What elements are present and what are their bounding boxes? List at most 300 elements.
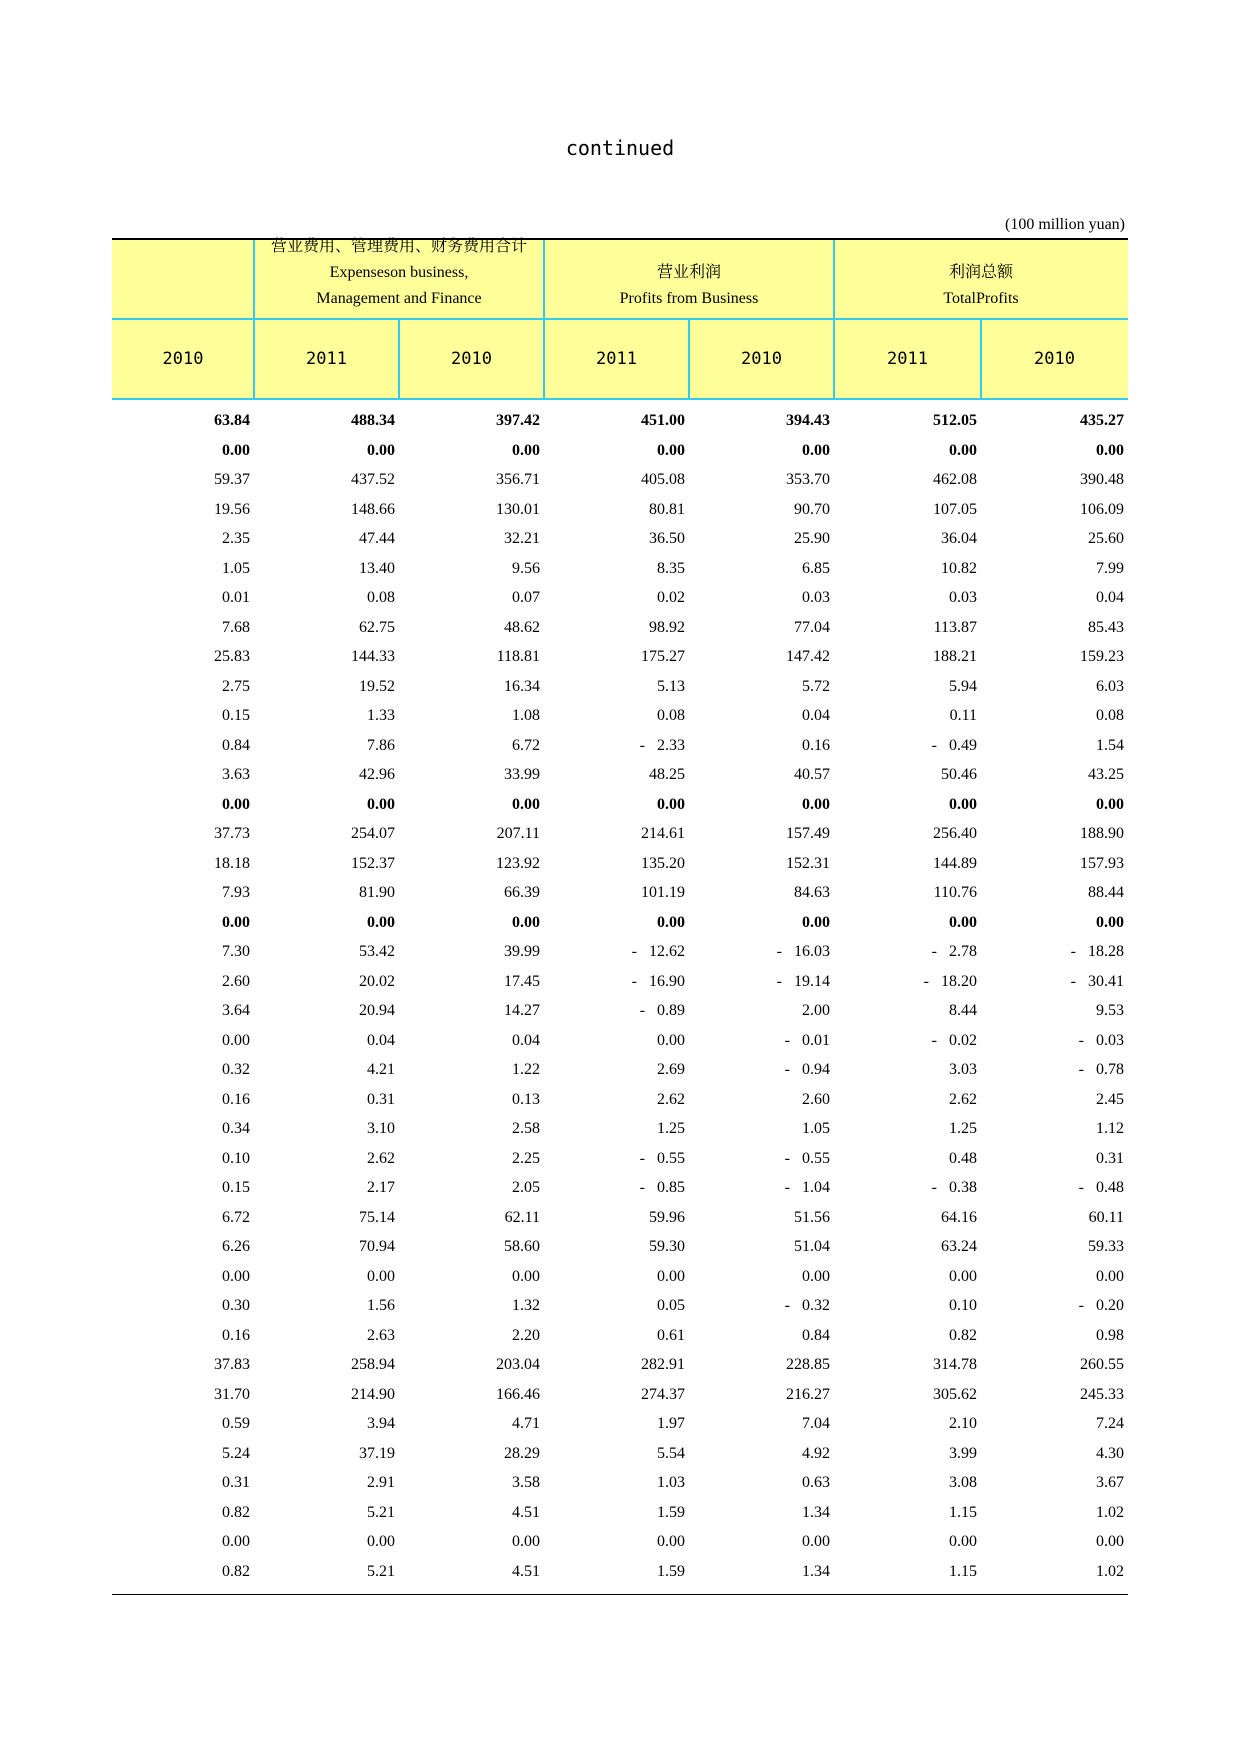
table-cell: 0.82 (222, 1503, 250, 1521)
table-cell: 2.69 (657, 1061, 685, 1078)
header-year: 2010 (741, 349, 782, 369)
header-group-cn: 利润总额 (948, 264, 1013, 281)
table-cell: 6.72 (512, 736, 540, 754)
table-cell: - 1.04 (784, 1179, 830, 1196)
table-cell: 25.90 (794, 530, 830, 547)
table-cell: 84.63 (794, 884, 830, 901)
table-cell: 0.00 (1096, 1267, 1124, 1285)
table-cell: 0.07 (512, 589, 540, 606)
table-cell: 2.05 (512, 1179, 540, 1196)
header-year: 2010 (162, 349, 204, 369)
table-row (112, 406, 1128, 436)
table-row (112, 760, 1128, 790)
table-row (112, 819, 1128, 849)
table-cell: 2.62 (657, 1090, 685, 1108)
table-cell: 4.71 (512, 1415, 540, 1432)
table-cell: 1.59 (657, 1562, 685, 1580)
table-cell: 0.00 (222, 1533, 250, 1550)
table-cell: - 19.14 (776, 972, 830, 990)
table-cell: 152.31 (786, 854, 830, 872)
table-cell: 123.92 (496, 854, 540, 872)
table-cell: - 0.01 (784, 1031, 830, 1049)
table-cell: 451.00 (641, 412, 685, 429)
table-cell: 14.27 (504, 1002, 540, 1019)
table-cell: 37.19 (359, 1444, 395, 1462)
table-row (112, 1232, 1128, 1262)
table-row (112, 849, 1128, 879)
table-cell: 0.00 (657, 795, 685, 813)
table-cell: 62.75 (359, 618, 395, 636)
table-cell: 0.00 (657, 1031, 685, 1049)
table-row (112, 1350, 1128, 1380)
table-cell: 0.04 (1096, 589, 1124, 606)
table-cell: 113.87 (933, 618, 977, 636)
table-cell: 5.21 (367, 1562, 395, 1580)
table-cell: 0.82 (949, 1326, 977, 1344)
table-row (112, 554, 1128, 584)
table-cell: 5.72 (802, 677, 830, 695)
table-row (112, 1291, 1128, 1321)
table-cell: 3.99 (949, 1444, 977, 1462)
table-row (112, 1203, 1128, 1233)
table-cell: 159.23 (1080, 648, 1124, 665)
table-cell: 0.10 (222, 1149, 250, 1167)
table-cell: 462.08 (933, 471, 977, 488)
table-cell: 1.32 (512, 1297, 540, 1314)
table-cell: 6.72 (222, 1208, 250, 1226)
table-cell: 0.11 (949, 707, 977, 724)
table-cell: - 0.55 (784, 1149, 830, 1167)
table-cell: 0.00 (1096, 1533, 1124, 1550)
table-cell: 512.05 (933, 412, 977, 429)
table-cell: 7.68 (222, 618, 250, 636)
table-cell: 2.63 (367, 1326, 395, 1344)
table-row (112, 790, 1128, 820)
table-row (112, 524, 1128, 554)
table-cell: - 0.32 (784, 1297, 830, 1314)
table-cell: 36.50 (649, 530, 685, 547)
table-cell: 390.48 (1080, 471, 1124, 488)
table-cell: 0.32 (222, 1061, 250, 1078)
table-cell: 118.81 (496, 648, 540, 665)
table-cell: 3.58 (512, 1474, 540, 1491)
table-row (112, 701, 1128, 731)
header-divider (253, 240, 255, 400)
table-cell: 2.62 (949, 1090, 977, 1108)
table-cell: - 0.78 (1078, 1061, 1124, 1078)
table-cell: 0.00 (949, 795, 977, 813)
table-cell: - 0.55 (639, 1149, 685, 1167)
table-cell: 66.39 (504, 884, 540, 901)
table-cell: - 30.41 (1070, 972, 1124, 990)
header-group-en: Profits from Business (619, 290, 759, 307)
table-cell: 0.05 (657, 1297, 685, 1314)
table-cell: 0.59 (222, 1415, 250, 1432)
table-cell: 0.00 (802, 1267, 830, 1285)
header-divider (398, 320, 400, 400)
table-cell: 130.01 (496, 500, 540, 518)
table-cell: 0.00 (802, 1533, 830, 1550)
table-row (112, 642, 1128, 672)
table-row (112, 1085, 1128, 1115)
table-cell: 0.00 (949, 913, 977, 931)
header-group-business-profits (544, 240, 834, 318)
table-cell: 488.34 (351, 412, 395, 429)
table-header (112, 240, 1128, 400)
table-cell: 0.01 (222, 589, 250, 606)
table-cell: 405.08 (641, 471, 685, 488)
table-cell: 0.00 (222, 795, 250, 813)
table-row (112, 583, 1128, 613)
table-cell: 53.42 (359, 943, 395, 960)
table-cell: 1.34 (802, 1503, 830, 1521)
table-cell: 62.11 (504, 1208, 540, 1226)
table-cell: 1.54 (1096, 736, 1124, 754)
table-cell: - 16.90 (631, 972, 685, 990)
table-cell: 0.00 (222, 913, 250, 931)
table-row (112, 436, 1128, 466)
table-cell: - 0.38 (931, 1179, 977, 1196)
table-cell: 0.16 (222, 1090, 250, 1108)
table-cell: 0.00 (367, 795, 395, 813)
table-cell: 0.08 (367, 589, 395, 606)
table-cell: 394.43 (786, 412, 830, 429)
table-cell: 1.25 (657, 1120, 685, 1137)
table-cell: 4.30 (1096, 1444, 1124, 1462)
table-cell: 3.63 (222, 766, 250, 783)
table-cell: 4.51 (512, 1503, 540, 1521)
table-cell: 40.57 (794, 766, 830, 783)
table-cell: 245.33 (1080, 1385, 1124, 1403)
header-bottom-rule (112, 398, 1128, 400)
table-cell: - 2.33 (639, 736, 685, 754)
table-cell: 63.24 (941, 1238, 977, 1255)
table-cell: 0.03 (949, 589, 977, 606)
table-cell: 0.82 (222, 1562, 250, 1580)
table-cell: 0.00 (367, 1267, 395, 1285)
table-cell: 51.04 (794, 1238, 830, 1255)
header-year: 2011 (306, 349, 347, 369)
table-cell: - 0.20 (1078, 1297, 1124, 1314)
table-cell: - 0.48 (1078, 1179, 1124, 1196)
table-cell: 1.59 (657, 1503, 685, 1521)
table-cell: 0.31 (1096, 1149, 1124, 1167)
table-cell: 110.76 (933, 884, 977, 901)
table-cell: 282.91 (641, 1356, 685, 1373)
table-cell: 1.03 (657, 1474, 685, 1491)
table-cell: 1.33 (367, 707, 395, 724)
table-bottom-rule (112, 1594, 1128, 1595)
table-cell: 18.18 (214, 854, 250, 872)
table-cell: 0.02 (657, 589, 685, 606)
table-cell: 5.21 (367, 1503, 395, 1521)
table-cell: 188.21 (933, 648, 977, 665)
table-row (112, 731, 1128, 761)
table-cell: 0.63 (802, 1474, 830, 1491)
table-cell: 7.24 (1096, 1415, 1124, 1432)
table-cell: 1.02 (1096, 1503, 1124, 1521)
table-cell: 0.10 (949, 1297, 977, 1314)
table-cell: 80.81 (649, 500, 685, 518)
table-cell: 19.56 (214, 500, 250, 518)
table-cell: 37.73 (214, 825, 250, 842)
table-cell: 0.00 (512, 1533, 540, 1550)
table-cell: - 18.20 (923, 972, 977, 990)
table-cell: 0.00 (657, 913, 685, 931)
table-cell: 157.93 (1080, 854, 1124, 872)
table-cell: 51.56 (794, 1208, 830, 1226)
table-cell: 42.96 (359, 766, 395, 783)
table-cell: 58.60 (504, 1238, 540, 1255)
table-cell: 2.75 (222, 677, 250, 695)
table-cell: 397.42 (496, 412, 540, 429)
table-cell: 3.10 (367, 1120, 395, 1137)
table-cell: 1.02 (1096, 1562, 1124, 1580)
table-cell: 0.03 (802, 589, 830, 606)
table-cell: 1.08 (512, 707, 540, 724)
table-cell: 0.31 (367, 1090, 395, 1108)
table-cell: 353.70 (786, 471, 830, 488)
table-cell: 260.55 (1080, 1356, 1124, 1373)
table-cell: 0.30 (222, 1297, 250, 1314)
table-cell: 0.04 (802, 707, 830, 724)
table-cell: 7.86 (367, 736, 395, 754)
table-cell: 0.00 (1096, 441, 1124, 459)
table-cell: 166.46 (496, 1385, 540, 1403)
table-cell: 5.13 (657, 677, 685, 695)
table-cell: - 0.02 (931, 1031, 977, 1049)
table-row (112, 1557, 1128, 1587)
table-cell: 33.99 (504, 766, 540, 783)
table-cell: 88.44 (1088, 884, 1124, 901)
table-cell: 36.04 (941, 530, 977, 547)
table-cell: 0.04 (367, 1031, 395, 1049)
table-cell: 144.33 (351, 648, 395, 665)
table-cell: 50.46 (941, 766, 977, 783)
table-cell: 0.00 (657, 1267, 685, 1285)
table-cell: 59.96 (649, 1208, 685, 1226)
table-cell: 98.92 (649, 618, 685, 636)
header-group-expenses (254, 240, 544, 318)
table-row (112, 1468, 1128, 1498)
table-cell: 0.00 (802, 441, 830, 459)
table-cell: 7.99 (1096, 559, 1124, 577)
table-cell: - 12.62 (631, 943, 685, 960)
table-cell: 0.08 (1096, 707, 1124, 724)
table-row (112, 1498, 1128, 1528)
table-cell: 0.00 (367, 913, 395, 931)
table-cell: 1.25 (949, 1120, 977, 1137)
table-cell: 48.25 (649, 766, 685, 783)
table-cell: 4.92 (802, 1444, 830, 1462)
table-cell: 0.00 (367, 1533, 395, 1550)
table-cell: 157.49 (786, 825, 830, 842)
table-cell: 0.00 (512, 795, 540, 813)
table-cell: 1.34 (802, 1562, 830, 1580)
table-cell: 0.00 (802, 913, 830, 931)
table-cell: 9.56 (512, 559, 540, 577)
header-divider (112, 318, 1128, 320)
table-cell: 214.61 (641, 825, 685, 842)
table-cell: 39.99 (504, 943, 540, 960)
table-row (112, 937, 1128, 967)
header-group-en: Expenseson business, (329, 264, 469, 281)
table-cell: 47.44 (359, 530, 395, 547)
table-cell: 107.05 (933, 500, 977, 518)
table-cell: 2.00 (802, 1002, 830, 1019)
table-cell: 2.35 (222, 530, 250, 547)
table-cell: 101.19 (641, 884, 685, 901)
table-cell: 148.66 (351, 500, 395, 518)
table-cell: 1.97 (657, 1415, 685, 1432)
table-cell: 28.29 (504, 1444, 540, 1462)
table-cell: 4.51 (512, 1562, 540, 1580)
table-cell: 8.44 (949, 1002, 977, 1019)
table-row (112, 465, 1128, 495)
table-cell: 37.83 (214, 1356, 250, 1373)
table-cell: 0.15 (222, 707, 250, 724)
table-cell: 437.52 (351, 471, 395, 488)
table-cell: 152.37 (351, 854, 395, 872)
table-row (112, 1173, 1128, 1203)
table-cell: 0.61 (657, 1326, 685, 1344)
table-cell: 7.04 (802, 1415, 830, 1432)
table-cell: 25.60 (1088, 530, 1124, 547)
page-title: continued (565, 136, 675, 160)
table-row (112, 967, 1128, 997)
table-cell: 2.10 (949, 1415, 977, 1432)
table-cell: 48.62 (504, 618, 540, 636)
table-cell: 59.37 (214, 471, 250, 488)
table-row (112, 1409, 1128, 1439)
table-cell: 314.78 (933, 1356, 977, 1373)
table-cell: 6.85 (802, 559, 830, 577)
table-cell: 207.11 (496, 825, 540, 842)
table-row (112, 672, 1128, 702)
table-cell: 75.14 (359, 1208, 395, 1226)
header-year: 2010 (1034, 349, 1075, 369)
table-cell: 254.07 (351, 825, 395, 842)
table-cell: 20.94 (359, 1002, 395, 1019)
table-cell: 0.16 (222, 1326, 250, 1344)
table-cell: 0.48 (949, 1149, 977, 1167)
table-cell: 10.82 (941, 559, 977, 577)
table-row (112, 878, 1128, 908)
table-cell: 175.27 (641, 648, 685, 665)
header-group-cn: 营业费用、管理费用、财务费用合计 (270, 238, 527, 255)
table-cell: 2.62 (367, 1149, 395, 1167)
table-cell: 9.53 (1096, 1002, 1124, 1019)
table-cell: 0.84 (222, 736, 250, 754)
table-cell: 256.40 (933, 825, 977, 842)
table-cell: 1.15 (949, 1562, 977, 1580)
table-row (112, 1114, 1128, 1144)
header-group-en: Management and Finance (316, 290, 482, 307)
table-cell: 5.54 (657, 1444, 685, 1462)
table-row (112, 1380, 1128, 1410)
table-cell: 0.00 (222, 1267, 250, 1285)
table-cell: 1.05 (222, 559, 250, 577)
table-cell: 2.58 (512, 1120, 540, 1137)
table-row (112, 996, 1128, 1026)
table-cell: 0.13 (512, 1090, 540, 1108)
unit-label: (100 million yuan) (1005, 216, 1125, 233)
table-cell: 2.91 (367, 1474, 395, 1491)
table-row (112, 1321, 1128, 1351)
table-cell: - 0.49 (931, 736, 977, 754)
header-divider (543, 240, 545, 400)
header-group-en: TotalProfits (943, 290, 1019, 307)
table-cell: 305.62 (933, 1385, 977, 1403)
table-cell: 4.21 (367, 1061, 395, 1078)
table-cell: - 0.94 (784, 1061, 830, 1078)
table-cell: 70.94 (359, 1238, 395, 1255)
table-cell: 16.34 (504, 677, 540, 695)
table-cell: 274.37 (641, 1385, 685, 1403)
table-cell: 0.15 (222, 1179, 250, 1196)
table-cell: 5.24 (222, 1444, 250, 1462)
table-cell: 20.02 (359, 972, 395, 990)
table-cell: 2.25 (512, 1149, 540, 1167)
table-cell: 216.27 (786, 1385, 830, 1403)
table-cell: 85.43 (1088, 618, 1124, 636)
table-cell: 106.09 (1080, 500, 1124, 518)
header-group-total-profits (834, 240, 1128, 318)
table-cell: - 2.78 (931, 943, 977, 960)
table-cell: 135.20 (641, 854, 685, 872)
table-cell: 59.30 (649, 1238, 685, 1255)
table-cell: 59.33 (1088, 1238, 1124, 1255)
table-cell: 0.31 (222, 1474, 250, 1491)
table-cell: 214.90 (351, 1385, 395, 1403)
table-row (112, 613, 1128, 643)
table-cell: 2.60 (802, 1090, 830, 1108)
table-cell: 0.00 (949, 1267, 977, 1285)
table-cell: 0.00 (1096, 913, 1124, 931)
header-group-cn: 营业利润 (656, 264, 721, 281)
table-cell: 0.00 (512, 913, 540, 931)
table-cell: 0.00 (512, 1267, 540, 1285)
table-cell: 0.00 (1096, 795, 1124, 813)
table-cell: 0.00 (802, 795, 830, 813)
table-cell: 64.16 (941, 1208, 977, 1226)
table-cell: 1.05 (802, 1120, 830, 1137)
table-cell: 0.84 (802, 1326, 830, 1344)
table-cell: 32.21 (504, 530, 540, 547)
table-cell: 2.60 (222, 972, 250, 990)
table-cell: 3.03 (949, 1061, 977, 1078)
table-cell: 7.30 (222, 943, 250, 960)
table-cell: - 16.03 (776, 943, 830, 960)
table-cell: 90.70 (794, 500, 830, 518)
table-cell: 19.52 (359, 677, 395, 695)
table-cell: 0.00 (222, 1031, 250, 1049)
table-cell: 3.64 (222, 1002, 250, 1019)
table-cell: 7.93 (222, 884, 250, 901)
table-row (112, 908, 1128, 938)
table-cell: - 0.03 (1078, 1031, 1124, 1049)
table-cell: 0.00 (222, 441, 250, 459)
table-cell: 2.45 (1096, 1090, 1124, 1108)
table-cell: 63.84 (214, 412, 250, 429)
table-cell: 5.94 (949, 677, 977, 695)
table-cell: 43.25 (1088, 766, 1124, 783)
table-cell: 0.08 (657, 707, 685, 724)
header-divider (980, 320, 982, 400)
table-cell: 258.94 (351, 1356, 395, 1373)
table-cell: 6.26 (222, 1238, 250, 1255)
table-cell: - 0.89 (639, 1002, 685, 1019)
